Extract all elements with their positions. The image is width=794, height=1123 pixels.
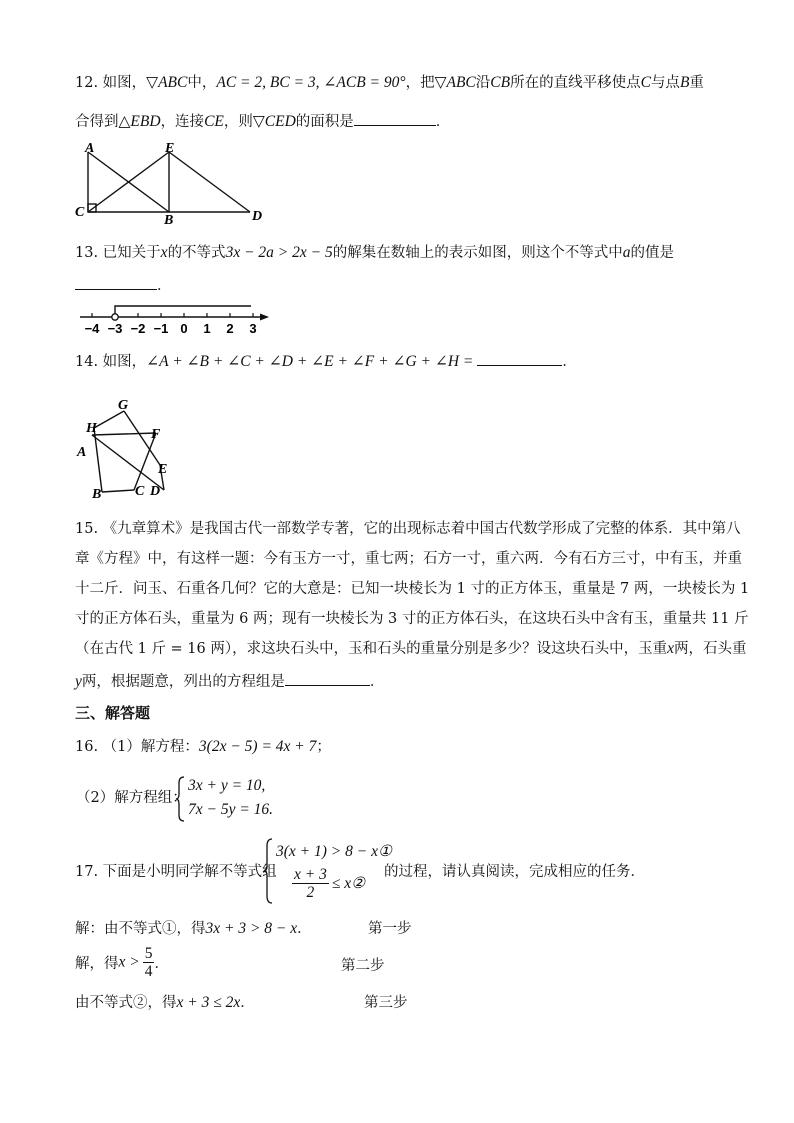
q15-end: ． — [369, 674, 385, 690]
q12-number: 12. 如图， — [75, 75, 147, 91]
q14-figure — [72, 398, 182, 503]
label-c: C — [75, 205, 85, 220]
label-c: C — [135, 484, 145, 499]
q15-line5b: 两，石头重 — [674, 641, 747, 657]
q12-given: AC = 2, BC = 3, ∠ACB = 90° — [216, 74, 406, 91]
q12-line2 — [75, 109, 450, 132]
label-g: G — [118, 398, 129, 413]
q14-line — [75, 349, 577, 372]
q17-step2-end: ． — [154, 956, 169, 972]
q17-ineq2-rest: ≤ x② — [331, 875, 366, 892]
q15-x: x — [667, 640, 675, 657]
section-heading: 三、解答题 — [75, 704, 151, 722]
q12-ced: CED — [264, 113, 296, 130]
q12-line2a: 合得到 — [75, 114, 119, 130]
q13-text2: 的解集在数轴上的表示如图，则这个不等式中 — [332, 245, 623, 261]
q12-ebd: △EBD — [118, 113, 161, 130]
q12-line2c: ，则 — [223, 114, 253, 130]
label-d: D — [150, 484, 161, 499]
q16-part2-label: （2）解方程组： — [76, 790, 187, 806]
solution-ray — [115, 306, 251, 314]
fraction — [292, 866, 329, 901]
q13-ineq: 3x − 2a > 2x − 5 — [225, 244, 333, 261]
q14-end: ． — [562, 354, 577, 370]
tick-label: −1 — [153, 321, 169, 336]
q17-step2-math: x > — [118, 953, 140, 971]
step-label: 第二步 — [341, 958, 385, 974]
q14-expr: ∠A + ∠B + ∠C + ∠D + ∠E + ∠F + ∠G + ∠H = — [146, 353, 474, 370]
q12-line1 — [75, 73, 704, 93]
answer-blank[interactable] — [354, 109, 436, 126]
q16-system-eq1: 3x + y = 10, — [188, 777, 266, 794]
answer-blank[interactable] — [285, 669, 370, 686]
q12-line2d: 的面积是 — [295, 114, 354, 130]
arrow-icon — [260, 314, 269, 321]
segment-a-f — [92, 433, 156, 435]
tick-label: 1 — [203, 321, 211, 336]
number-line — [76, 302, 276, 338]
q17-ineq2 — [292, 866, 365, 901]
brace-icon — [264, 837, 274, 905]
q16-part1-label: 16. （1）解方程： — [75, 739, 199, 755]
q17-step3-math: x + 3 ≤ 2x — [176, 994, 241, 1011]
q12-mid6: 重 — [689, 75, 704, 91]
segment-ed — [169, 152, 250, 212]
q17-step3-text: 由不等式②，得 — [75, 995, 177, 1011]
q16-part1 — [75, 737, 331, 757]
step-label: 第一步 — [368, 921, 412, 937]
q13-end: ． — [157, 278, 172, 294]
q12-mid5: 与点 — [650, 75, 680, 91]
q13-line1 — [75, 243, 674, 263]
answer-blank[interactable] — [477, 349, 562, 366]
q15-line1: 15. 《九章算术》是我国古代一部数学专著，它的出现标志着中国古代数学形成了完整的体系．其中第八 — [75, 521, 741, 537]
q15-line5 — [75, 639, 747, 659]
tick-label: 3 — [249, 321, 257, 336]
q17-intro: 17. 下面是小明同学解不等式组 — [75, 864, 277, 880]
q17-after: 的过程，请认真阅读，完成相应的任务． — [384, 864, 645, 880]
fraction-denominator: 2 — [306, 884, 315, 901]
q15-line2: 章《方程》中，有这样一题：今有玉方一寸，重七两；石方一寸，重六两．今有石方三寸，中有玉，并重 — [75, 551, 742, 567]
q12-tri2: ABC — [446, 74, 476, 91]
label-b: B — [92, 487, 102, 502]
q17-step1-text: 解：由不等式①，得 — [75, 921, 206, 937]
q12-tri1: ABC — [158, 74, 188, 91]
label-a: A — [77, 445, 87, 460]
tick-label: −3 — [107, 321, 123, 336]
fraction-numerator: x + 3 — [294, 866, 327, 883]
label-b: B — [164, 213, 174, 224]
step-label: 第三步 — [364, 995, 408, 1011]
q12-line2b: ，连接 — [160, 114, 205, 130]
tick-label: −4 — [84, 321, 100, 336]
q13-text1: 的不等式 — [167, 245, 226, 261]
triangle-icon: ▽ — [252, 113, 265, 130]
q17-step2-text: 解，得 — [75, 956, 119, 972]
tick-label: −2 — [130, 321, 146, 336]
tick-label: 0 — [180, 321, 188, 336]
q12-ce: CE — [204, 113, 224, 130]
q12-mid3: 沿 — [475, 75, 491, 91]
q13-text3: 的值是 — [630, 245, 674, 261]
fraction — [143, 945, 155, 980]
q15-line5a: （在古代 1 斤 = 16 两），求这块石头中，玉和石头的重量分别是多少？设这块石头中，玉重 — [75, 641, 668, 657]
q12-mid1: 中， — [187, 75, 217, 91]
q12-c: C — [640, 74, 651, 91]
q13-x: x — [160, 244, 168, 261]
q16-system-eq2: 7x − 5y = 16. — [188, 801, 274, 818]
q15-y: y — [75, 673, 82, 690]
segment-c-b — [102, 490, 134, 492]
answer-blank[interactable] — [75, 273, 157, 290]
label-h: H — [86, 421, 97, 436]
triangle-icon: ▽ — [434, 74, 447, 91]
fraction-denominator: 4 — [144, 963, 153, 980]
q17-step3-end: ． — [240, 995, 255, 1011]
q15-line6-text: 两，根据题意，列出的方程组是 — [81, 674, 285, 690]
label-e: E — [165, 142, 175, 156]
q17-step1 — [75, 919, 312, 939]
segment-h-g — [94, 411, 124, 428]
q14-number: 14. 如图， — [75, 354, 147, 370]
q13-a: a — [622, 244, 631, 261]
q17-step1-end: ． — [297, 921, 312, 937]
fraction-numerator: 5 — [144, 945, 153, 962]
triangle-icon: ▽ — [146, 74, 159, 91]
q12-b: B — [679, 74, 690, 91]
q17-step3 — [75, 993, 255, 1013]
brace-icon — [176, 775, 186, 823]
label-f: F — [151, 427, 161, 442]
q12-cb: CB — [490, 74, 511, 91]
q12-figure — [72, 142, 272, 224]
q17-step1-math: 3x + 3 > 8 − x — [205, 920, 298, 937]
q12-mid4: 所在的直线平移使点 — [510, 75, 641, 91]
q15-line3: 十二斤．问玉、石重各几何？它的大意是：已知一块棱长为 1 寸的正方体玉，重量是 7 两，一块棱长为 1 — [75, 581, 750, 597]
q15-line6 — [75, 669, 384, 692]
label-a: A — [85, 142, 95, 156]
tick-label: 2 — [226, 321, 234, 336]
q12-mid2: ，把 — [405, 75, 435, 91]
q16-eq1: 3(2x − 5) = 4x + 7 — [198, 738, 317, 755]
segment-b-h — [94, 428, 102, 492]
label-e: E — [158, 462, 168, 477]
q17-ineq1: 3(x + 1) > 8 − x① — [276, 843, 392, 860]
open-circle-marker — [112, 314, 118, 320]
q17-step2 — [75, 945, 169, 980]
q12-end: ． — [435, 114, 451, 130]
q13-number: 13. 已知关于 — [75, 245, 161, 261]
q15-line4: 寸的正方体石头，重量为 6 两；现有一块棱长为 3 寸的正方体石头，在这块石头中含有玉，重量共 11 斤 — [75, 611, 749, 627]
label-d: D — [252, 209, 263, 224]
segment-a-d — [92, 435, 164, 490]
q13-line2 — [75, 273, 172, 296]
q16-eq1-end: ； — [316, 739, 331, 755]
